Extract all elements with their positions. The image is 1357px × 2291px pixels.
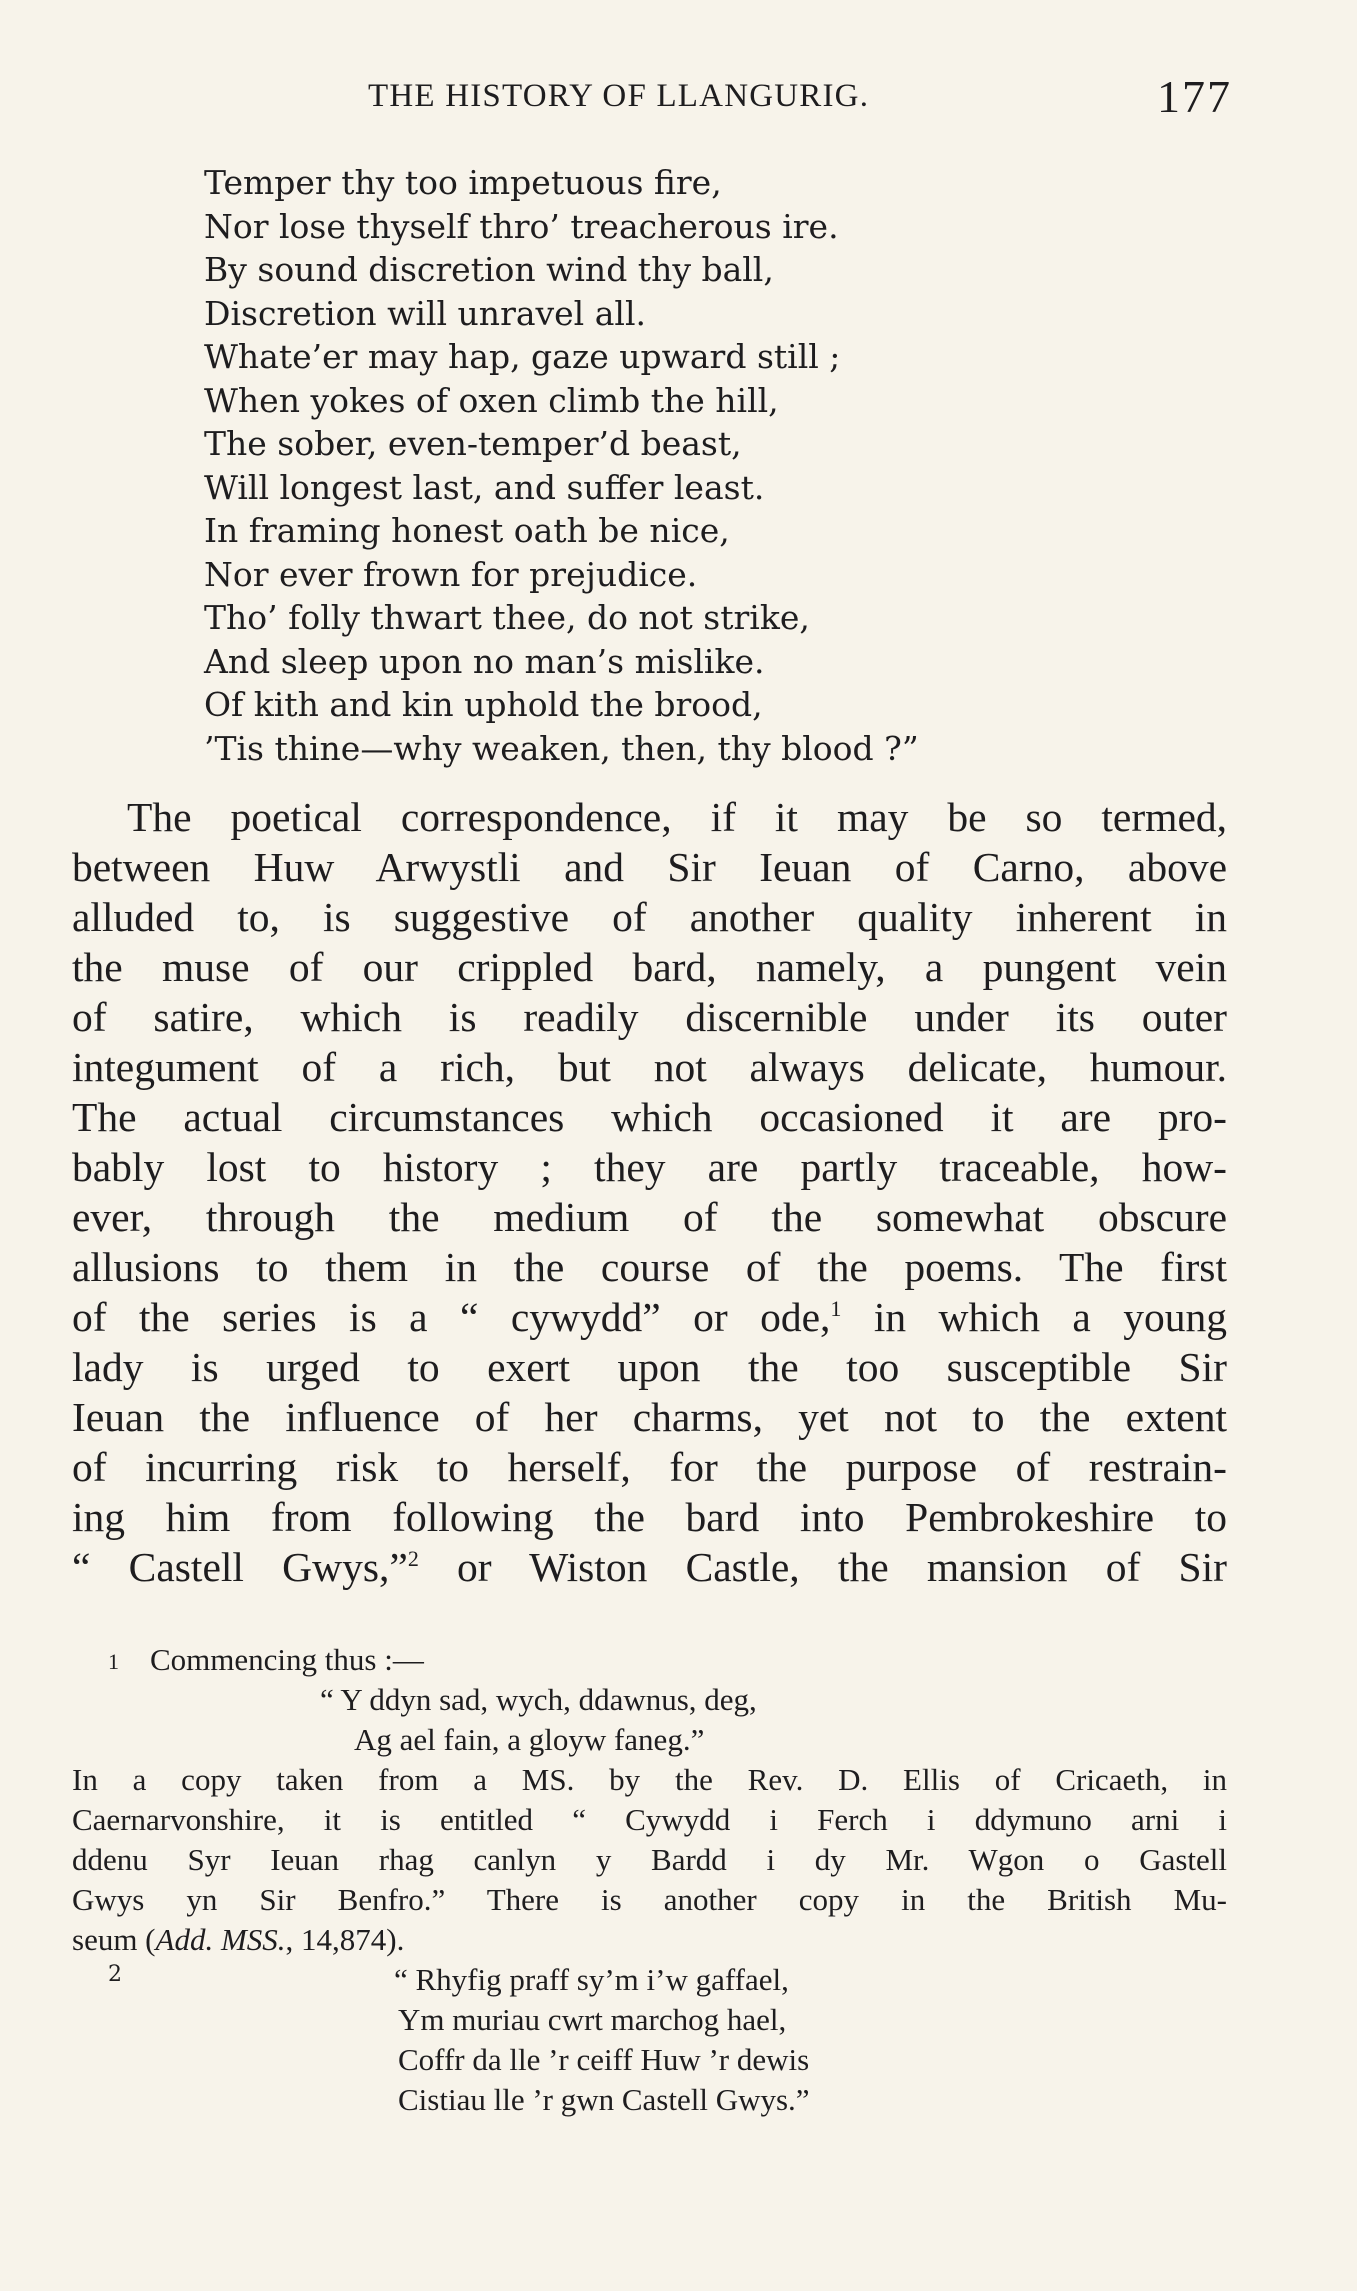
main-paragraph	[72, 792, 1227, 1592]
footnote-1-quote-line: Ag ael fain, a gloyw faneg.”	[354, 1722, 705, 1757]
verse-line: Nor lose thyself thro’ treacherous ire.	[204, 206, 839, 246]
line-text: of the series is a “ cywydd” or ode,	[72, 1294, 831, 1340]
footnote-2-quote-line: “ Rhyfig praff sy’m i’w gaffael,	[394, 1962, 789, 1997]
footnote-ref-2[interactable]: 2	[407, 1546, 419, 1572]
footnote-2	[72, 1960, 1227, 2120]
footnote-italic-source: Add. MSS.	[155, 1922, 286, 1957]
footnote-2-quote-line: Ym muriau cwrt marchog hael,	[398, 2002, 787, 2037]
verse-line: The sober, even-temper’d beast,	[204, 424, 742, 463]
footnote-text: seum (	[72, 1922, 156, 1957]
verse-line: Whate’er may hap, gaze upward still ;	[204, 337, 841, 376]
verse-block	[204, 161, 1104, 770]
footnote-1-intro	[72, 1640, 1227, 1680]
footnote-2-quote-line: Coffr da lle ’r ceiff Huw ’r dewis	[398, 2042, 810, 2077]
paragraph-line: of incurring risk to herself, for the purpose of restrain-	[72, 1444, 1227, 1490]
footnote-marker-2: 2	[108, 1962, 122, 1987]
verse-line: Will longest last, and suffer least.	[204, 467, 765, 507]
page-number: 177	[1157, 71, 1232, 122]
paragraph-line: ever, through the medium of the somewhat obscure	[72, 1194, 1227, 1240]
footnotes	[72, 1640, 1227, 2120]
footnote-1-prose-line	[72, 1920, 1227, 1960]
verse-line: By sound discretion wind thy ball,	[204, 250, 774, 289]
running-header	[72, 70, 1232, 120]
verse-line: Temper thy too impetuous fire,	[204, 163, 722, 202]
verse-line: ’Tis thine—why weaken, then, thy blood ?”	[204, 728, 919, 768]
line-text: “ Castell Gwys,”	[72, 1544, 408, 1590]
running-title: THE HISTORY OF LLANGURIG.	[368, 78, 870, 114]
footnote-text: , 14,874).	[285, 1922, 405, 1957]
paragraph-line: The actual circumstances which occasioned it are pro-	[72, 1094, 1227, 1140]
footnote-1-prose-line: Caernarvonshire, it is entitled “ Cywydd i Ferch i ddymuno arni i	[72, 1802, 1227, 1837]
paragraph-line: of satire, which is readily discernible under its outer	[72, 994, 1227, 1040]
paragraph-line-with-footnote-ref	[72, 1542, 1227, 1592]
footnote-1-quote-line: “ Y ddyn sad, wych, ddawnus, deg,	[320, 1682, 757, 1717]
paragraph-line-with-footnote-ref	[72, 1292, 1227, 1342]
paragraph-line: between Huw Arwystli and Sir Ieuan of Carno, above	[72, 844, 1227, 890]
paragraph-line: ing him from following the bard into Pembrokeshire to	[72, 1494, 1227, 1540]
paragraph-line: The poetical correspondence, if it may be so termed,	[127, 794, 1227, 840]
paragraph-line: bably lost to history ; they are partly traceable, how-	[72, 1144, 1227, 1190]
footnote-1-prose-line: In a copy taken from a MS. by the Rev. D. Ellis of Cricaeth, in	[72, 1762, 1227, 1797]
verse-line: When yokes of oxen climb the hill,	[204, 380, 779, 420]
verse-line: Of kith and kin uphold the brood,	[204, 685, 763, 724]
verse-line: And sleep upon no man’s mislike.	[204, 641, 765, 681]
paragraph-line: lady is urged to exert upon the too susceptible Sir	[72, 1344, 1227, 1390]
paragraph-line: the muse of our crippled bard, namely, a pungent vein	[72, 944, 1227, 990]
verse-line: Nor ever frown for prejudice.	[204, 554, 698, 594]
footnote-1-prose-line: Gwys yn Sir Benfro.” There is another copy in the British Mu-	[72, 1882, 1227, 1917]
verse-line: Tho’ folly thwart thee, do not strike,	[204, 598, 810, 637]
paragraph-line: alluded to, is suggestive of another quality inherent in	[72, 894, 1227, 940]
footnote-1-prose-line: ddenu Syr Ieuan rhag canlyn y Bardd i dy Mr. Wgon o Gastell	[72, 1842, 1227, 1877]
paragraph-line: allusions to them in the course of the poems. The first	[72, 1244, 1227, 1290]
footnote-marker-1: 1	[108, 1649, 119, 1674]
paragraph-line: Ieuan the influence of her charms, yet not to the extent	[72, 1394, 1227, 1440]
footnote-text: Commencing thus :—	[150, 1642, 424, 1677]
footnote-2-quote-line: Cistiau lle ’r gwn Castell Gwys.”	[398, 2082, 810, 2117]
footnote-ref-1[interactable]: 1	[830, 1296, 842, 1322]
line-text: or Wiston Castle, the mansion of Sir	[418, 1544, 1227, 1590]
verse-line: Discretion will unravel all.	[204, 293, 647, 333]
paragraph-line: integument of a rich, but not always delicate, humour.	[72, 1044, 1227, 1090]
line-text: in which a young	[841, 1294, 1227, 1340]
verse-line: In framing honest oath be nice,	[204, 511, 730, 550]
